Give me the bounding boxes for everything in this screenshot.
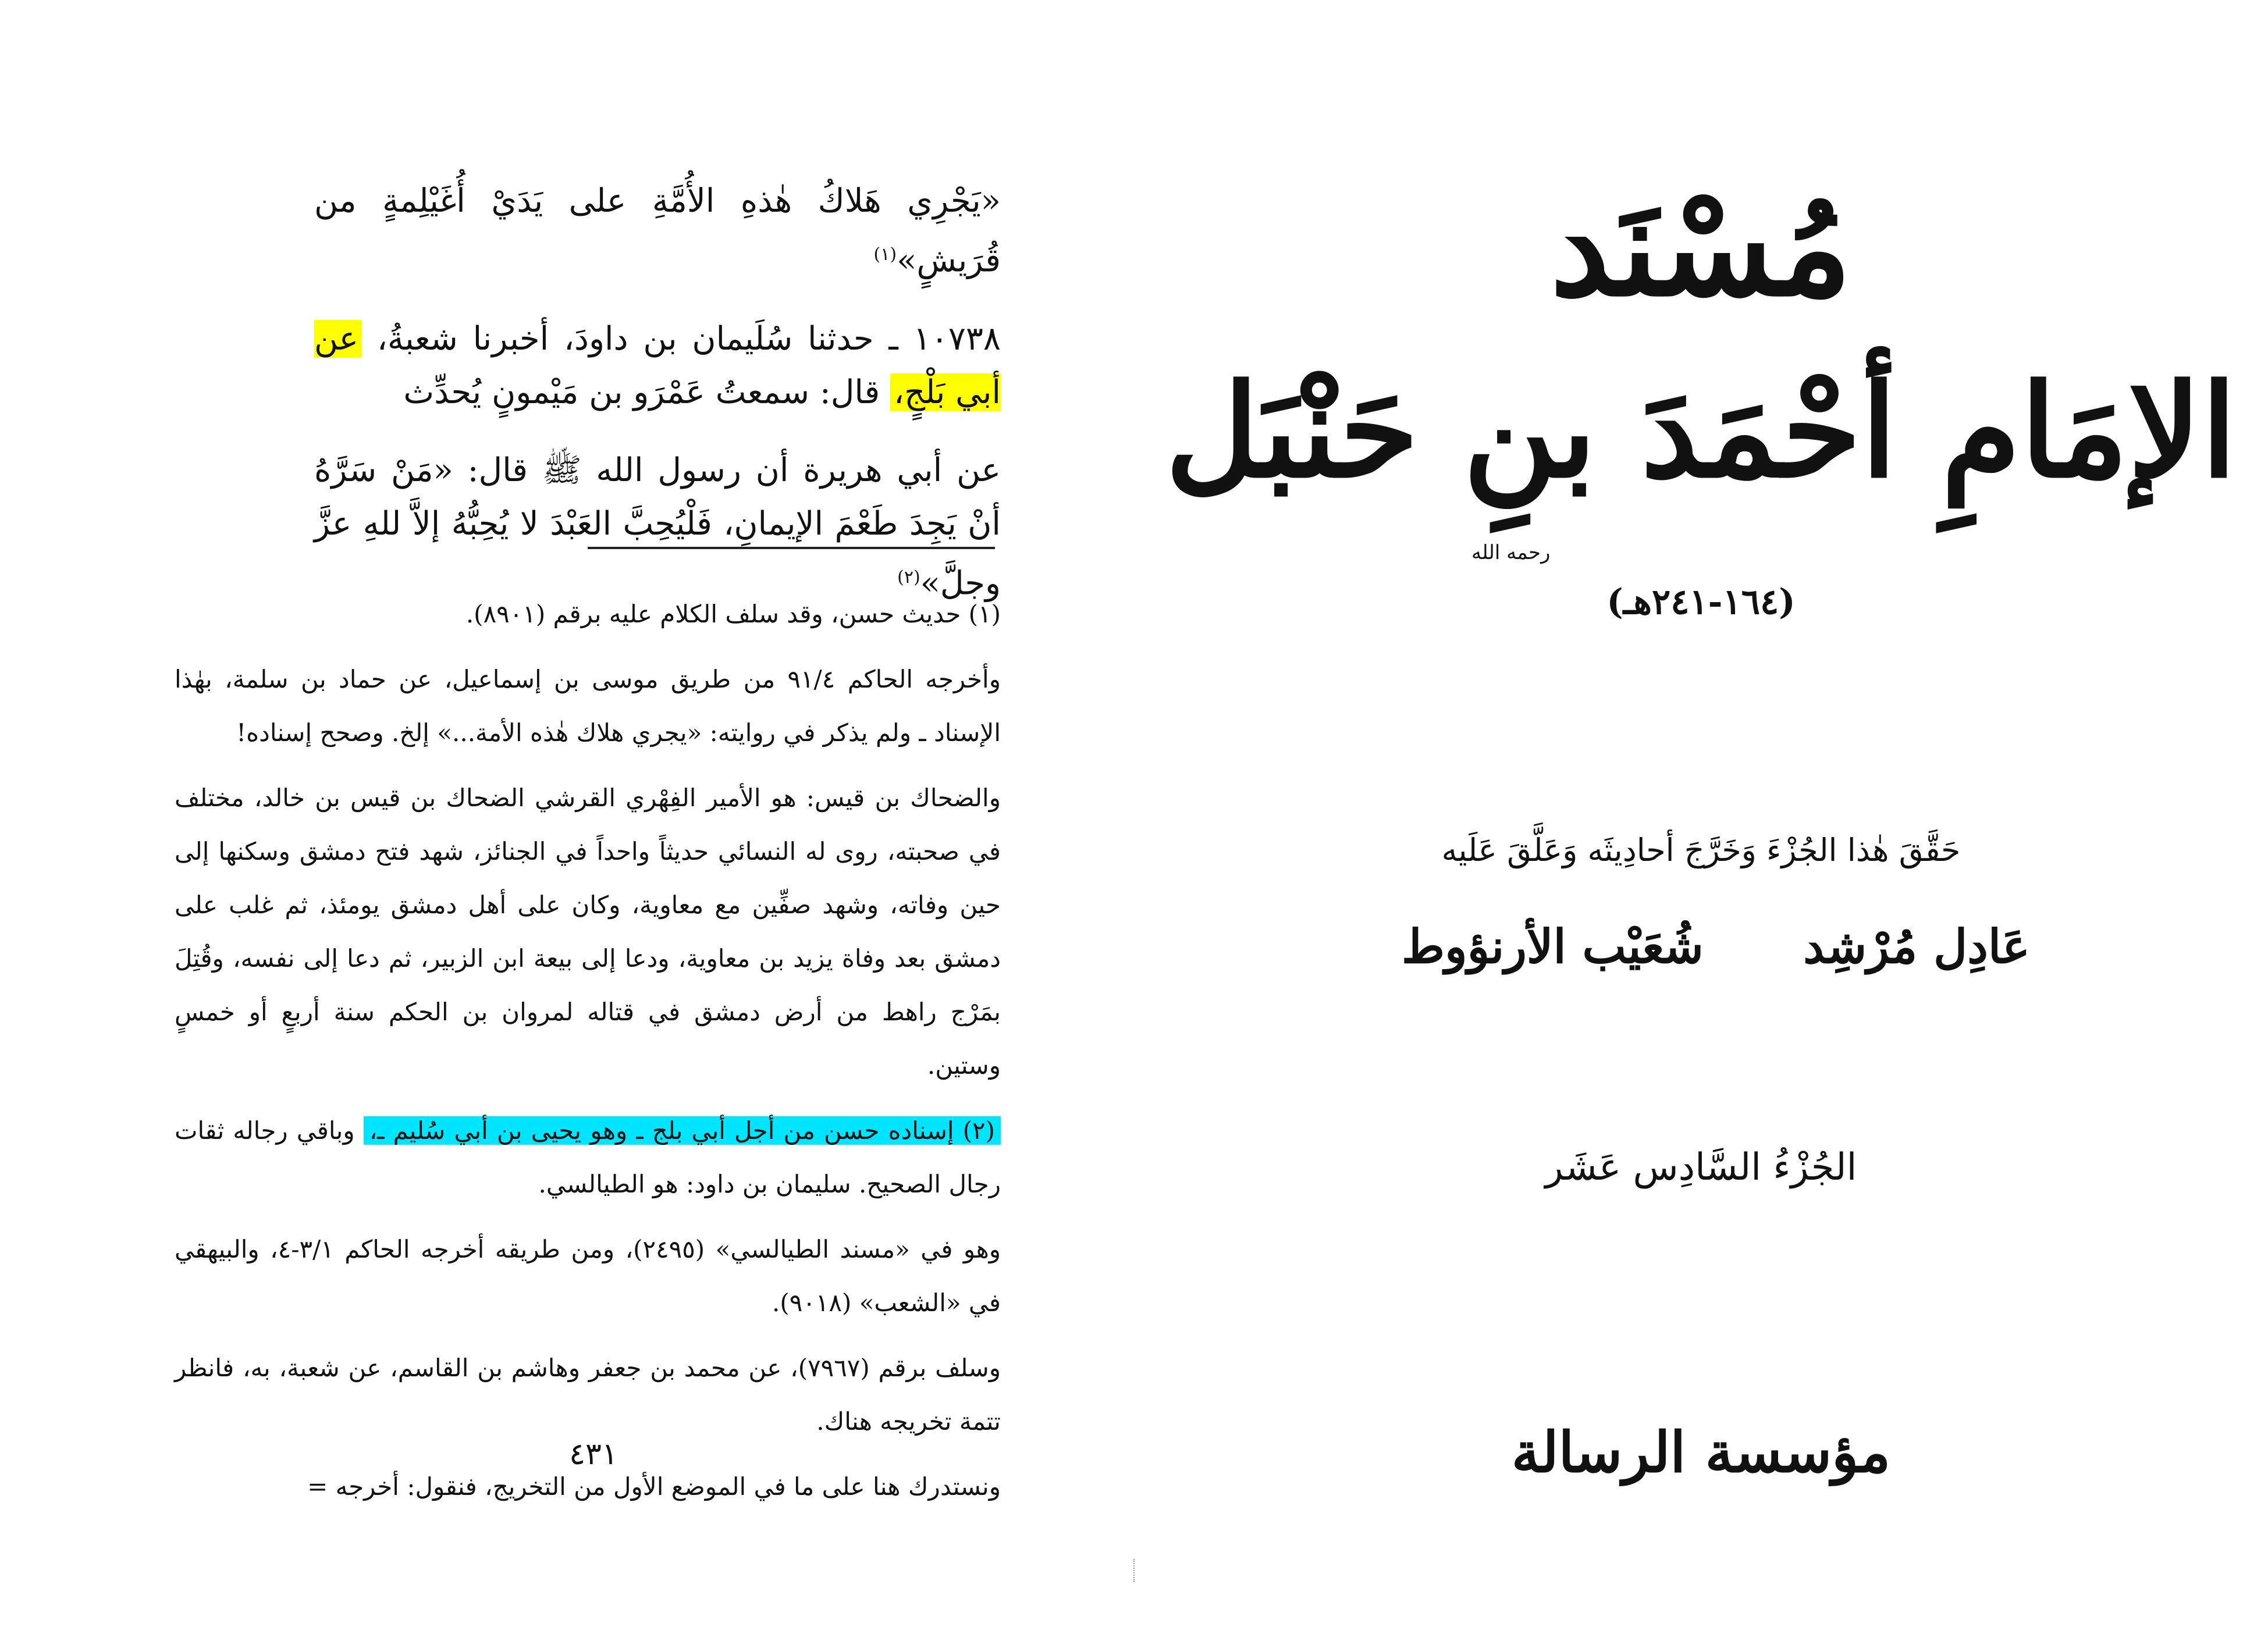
editor-1: شُعَيْب الأرنؤوط bbox=[1402, 919, 1704, 974]
editorial-credit: حَقَّقَ هٰذا الجُزْءَ وَخَرَّجَ أحادِيثَه وَعَلَّقَ عَلَيه bbox=[1441, 832, 1961, 868]
volume-label: الجُزْءُ السَّادِس عَشَر bbox=[1545, 1146, 1857, 1189]
footnote-2-reference: وسلف برقم (٧٩٦٧)، عن محمد بن جعفر وهاشم بن القاسم، عن شعبة، به، فانظر تتمة تخريجه هناك. bbox=[175, 1354, 1001, 1436]
cover-title-musnad: مُسْنَد bbox=[1550, 169, 1852, 326]
footnote-2 bbox=[175, 1104, 1001, 1211]
footnote-1-takhrij: وأخرجه الحاكم ٩١/٤ من طريق موسى بن إسماعيل، عن حماد بن سلمة، بهٰذا الإسناد ـ ولم يذكر في روايته: «يجري هلاك هٰذه الأمة...» إلخ. وصحح إسناده! bbox=[175, 665, 1001, 747]
right-page-cover bbox=[1134, 0, 2268, 1627]
highlighted-narrator: عن أبي بَلْجٍ، bbox=[314, 319, 1001, 411]
footnote-text: وباقي رجاله ثقات رجال الصحيح. سليمان بن داود: هو الطيالسي. bbox=[175, 1116, 1001, 1198]
footnote-separator bbox=[588, 547, 995, 549]
cover-dates: (١٦٤-٢٤١هـ) bbox=[1606, 582, 1796, 622]
hadith-text bbox=[314, 175, 1001, 635]
page-number: ٤٣١ bbox=[569, 1437, 618, 1472]
footnote-2-source: وهو في «مسند الطيالسي» (٢٤٩٥)، ومن طريقه أخرجه الحاكم ٣/١-٤، والبيهقي في «الشعب» (٩٠١٨). bbox=[175, 1235, 1001, 1317]
footnotes bbox=[175, 588, 1001, 1525]
footnote-1: (١) حديث حسن، وقد سلف الكلام عليه برقم (٨٩٠١). bbox=[465, 600, 1001, 628]
hadith-paragraph-3 bbox=[314, 444, 1001, 611]
editors bbox=[1402, 919, 2030, 974]
honorific-mark: رحمه الله bbox=[1471, 541, 1551, 564]
footnote-marker: (١) bbox=[873, 244, 897, 265]
editor-2: عَادِل مُرْشِد bbox=[1803, 919, 2030, 974]
paragraph-text: قال: سمعتُ عَمْرَو بن مَيْمونٍ يُحدِّث bbox=[403, 373, 891, 411]
paragraph-text: «يَجْرِي هَلاكُ هٰذهِ الأُمَّةِ على يَدَيْ أُغَيْلِمةٍ من قُرَيشٍ» bbox=[314, 182, 1001, 280]
publisher: مؤسسة الرسالة bbox=[1511, 1419, 1891, 1485]
paragraph-text: ١٠٧٣٨ ـ حدثنا سُلَيمان بن داودَ، أخبرنا شعبةُ، bbox=[362, 319, 1001, 358]
paragraph-text: عن أبي هريرة أن رسول الله ﷺ قال: «مَنْ سَرَّهُ أنْ يَجِدَ طَعْمَ الإيمانِ، فَلْيُحِبَّ العَبْدَ لا يُحِبُّهُ إلاَّ للهِ عزَّ وجلَّ» bbox=[314, 451, 1001, 603]
highlighted-grading: (٢) إسناده حسن من أجل أبي بلج ـ وهو يحيى بن أبي سُليم ـ، bbox=[364, 1116, 1001, 1145]
hadith-paragraph-1 bbox=[314, 175, 1001, 288]
footnote-1-narrator: والضحاك بن قيس: هو الأمير الفِهْري القرشي الضحاك بن قيس بن خالد، مختلف في صحبته، روى له النسائي حديثاً واحداً في الجنائز، شهد فتح دمشق وسكنها إلى حين وفاته، وشهد صفِّين مع معاوية، وكان على أهل دمشق يومئذ، ثم غلب على دمشق بعد وفاة يزيد بن معاوية، ودعا إلى بيعة ابن الزبير، ثم دعا إلى نفسه، وقُتِلَ بمَرْج راهط من أرض دمشق في قتاله لمروان بن الحكم سنة أربعٍ أو خمسٍ وستين. bbox=[175, 784, 1001, 1080]
footnote-2-addendum: ونستدرك هنا على ما في الموضع الأول من التخريج، فنقول: أخرجه = bbox=[307, 1472, 1001, 1501]
cover-title-imam: الإمَامِ أحْمَدَ بنِ حَنْبَل bbox=[1165, 355, 2237, 506]
hadith-paragraph-2 bbox=[314, 312, 1001, 419]
footnote-marker: (٢) bbox=[897, 567, 920, 588]
